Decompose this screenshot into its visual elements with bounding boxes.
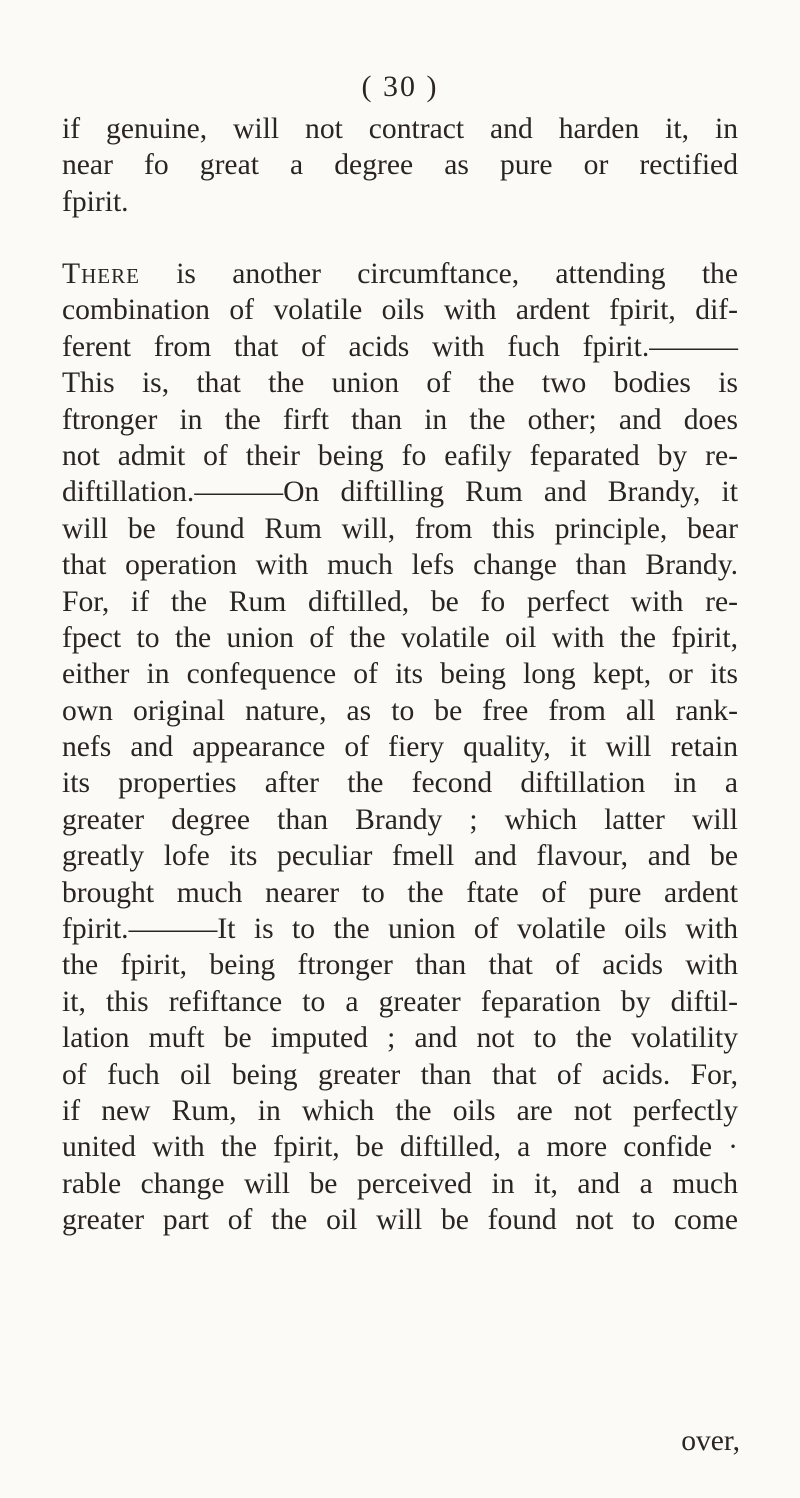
text-line: its properties after the fecond diftillation in a xyxy=(62,767,738,800)
text-line: greatly lofe its peculiar fmell and flavour, and be xyxy=(62,840,738,873)
text-line-first xyxy=(62,256,738,292)
text-line: of fuch oil being greater than that of acids. For, xyxy=(62,1058,738,1091)
text-line: This is, that the union of the two bodies is xyxy=(62,367,738,400)
text-line: fpect to the union of the volatile oil with the fpirit, xyxy=(62,621,738,654)
text-line: nefs and appearance of fiery quality, it will retain xyxy=(62,731,738,764)
page-number: ( 30 ) xyxy=(361,70,439,103)
text-line: if genuine, will not contract and harden it, in xyxy=(62,113,738,145)
text-line: own original nature, as to be free from all rank- xyxy=(62,694,738,727)
text-line: united with the fpirit, be diftilled, a more confide · xyxy=(62,1131,738,1164)
text-line: fpirit.———It is to the union of volatile oils with xyxy=(62,913,738,946)
text-line: that operation with much lefs change than Brandy. xyxy=(62,549,738,582)
text-line: greater degree than Brandy ; which latter will xyxy=(62,803,738,836)
text-line: the fpirit, being ftronger than that of acids with xyxy=(62,949,738,982)
text-line: if new Rum, in which the oils are not perfectly xyxy=(62,1094,738,1127)
text-line: not admit of their being fo eafily feparated by re- xyxy=(62,439,738,472)
text-line: fpirit. xyxy=(62,185,129,218)
text-line: rable change will be perceived in it, and a much xyxy=(62,1167,738,1200)
text-line: ferent from that of acids with fuch fpirit.——— xyxy=(62,330,738,363)
text-line: it, this refiftance to a greater feparation by diftil- xyxy=(62,985,738,1018)
text-line: will be found Rum will, from this principle, bear xyxy=(62,512,738,545)
text-line: lation muft be imputed ; and not to the volatility xyxy=(62,1022,738,1055)
text-line: For, if the Rum diftilled, be fo perfect with re- xyxy=(62,585,738,618)
text-line-rest: is another circumftance, attending the xyxy=(139,258,738,290)
text-line: ftronger in the firft than in the other; and does xyxy=(62,403,738,436)
text-line: combination of volatile oils with ardent fpirit, dif- xyxy=(62,294,738,327)
paragraph-2 xyxy=(62,256,738,1239)
text-line: either in confequence of its being long kept, or its xyxy=(62,658,738,691)
text-line: brought much nearer to the ftate of pure ardent xyxy=(62,876,738,909)
text-line: diftillation.———On diftilling Rum and Brandy, it xyxy=(62,476,738,509)
drop-word: There xyxy=(62,258,140,290)
text-line: near fo great a degree as pure or rectified xyxy=(62,149,738,182)
catchword: over, xyxy=(681,1425,740,1457)
paragraph-1 xyxy=(62,111,738,220)
text-line: greater part of the oil will be found not to come xyxy=(62,1204,738,1237)
